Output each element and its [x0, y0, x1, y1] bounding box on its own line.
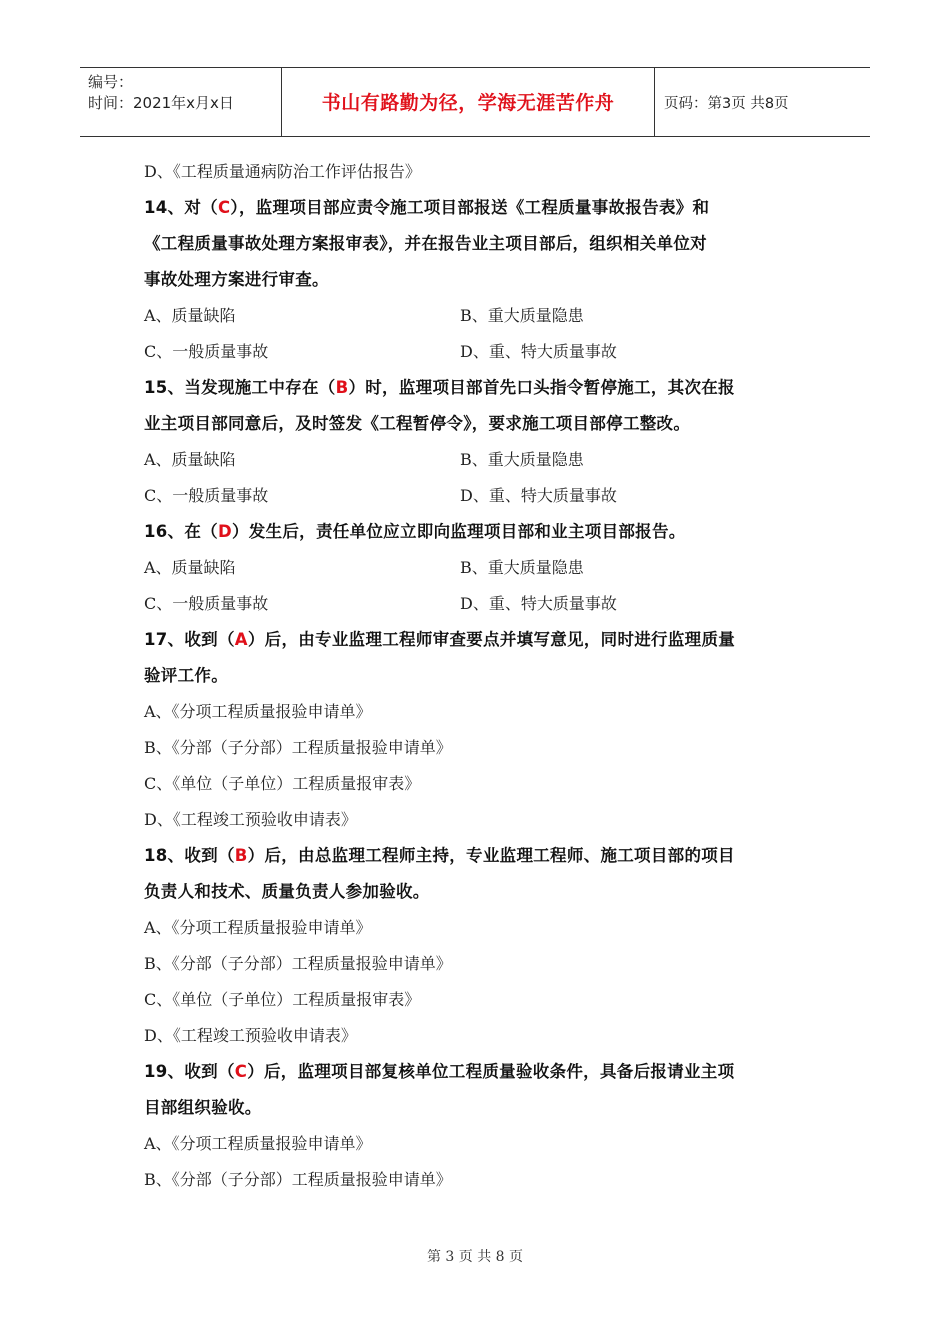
option-c: C、一般质量事故	[144, 594, 269, 613]
question-text-line: 验评工作。	[144, 666, 228, 685]
option-b: B、《分部（子分部）工程质量报验申请单》	[144, 738, 452, 757]
question-16: 16、在（D）发生后，责任单位应立即向监理项目部和业主项目部报告。	[144, 522, 686, 541]
option-row	[144, 550, 814, 586]
answer-mark: C	[234, 1062, 248, 1081]
question-text-line: 《工程质量事故处理方案报审表》，并在报告业主项目部后，组织相关单位对	[144, 234, 707, 253]
option-a: A、《分项工程质量报验申请单》	[144, 702, 372, 721]
question-15: 15、当发现施工中存在（B）时，监理项目部首先口头指令暂停施工，其次在报	[144, 378, 735, 397]
question-text-line: 负责人和技术、质量负责人参加验收。	[144, 882, 430, 901]
option-c: C、《单位（子单位）工程质量报审表》	[144, 990, 421, 1009]
answer-mark: B	[234, 846, 248, 865]
option-row	[144, 478, 814, 514]
option-row	[144, 334, 814, 370]
question-text-line: 业主项目部同意后，及时签发《工程暂停令》，要求施工项目部停工整改。	[144, 414, 691, 433]
option-d: D、重、特大质量事故	[460, 342, 617, 361]
question-17: 17、收到（A）后，由专业监理工程师审查要点并填写意见，同时进行监理质量	[144, 630, 736, 649]
answer-mark: B	[335, 378, 349, 397]
option-line: D、《工程质量通病防治工作评估报告》	[144, 162, 421, 181]
question-text-line: 目部组织验收。	[144, 1098, 262, 1117]
question-text-line: 事故处理方案进行审查。	[144, 270, 329, 289]
document-body	[144, 154, 814, 1198]
option-d: D、重、特大质量事故	[460, 594, 617, 613]
answer-mark: C	[217, 198, 231, 217]
option-b: B、《分部（子分部）工程质量报验申请单》	[144, 1170, 452, 1189]
header-page-number: 页码：第3页 共8页	[664, 96, 789, 112]
option-a: A、质量缺陷	[144, 558, 236, 577]
option-d: D、《工程竣工预验收申请表》	[144, 1026, 357, 1045]
question-19: 19、收到（C）后，监理项目部复核单位工程质量验收条件，具备后报请业主项	[144, 1062, 735, 1081]
option-c: C、一般质量事故	[144, 342, 269, 361]
date-line: 时间：2021年x月x日	[88, 94, 234, 112]
question-18: 18、收到（B）后，由总监理工程师主持，专业监理工程师、施工项目部的项目	[144, 846, 735, 865]
option-b: B、《分部（子分部）工程质量报验申请单》	[144, 954, 452, 973]
option-b: B、重大质量隐患	[460, 558, 584, 577]
option-a: A、质量缺陷	[144, 306, 236, 325]
option-b: B、重大质量隐患	[460, 306, 584, 325]
question-14: 14、对（C），监理项目部应责令施工项目部报送《工程质量事故报告表》和	[144, 198, 710, 217]
page-header	[80, 67, 870, 137]
option-row	[144, 442, 814, 478]
option-d: D、《工程竣工预验收申请表》	[144, 810, 357, 829]
option-a: A、《分项工程质量报验申请单》	[144, 918, 372, 937]
option-row	[144, 586, 814, 622]
option-a: A、《分项工程质量报验申请单》	[144, 1134, 372, 1153]
option-c: C、《单位（子单位）工程质量报审表》	[144, 774, 421, 793]
option-row	[144, 298, 814, 334]
answer-mark: A	[234, 630, 248, 649]
page-footer: 第 3 页 共 8 页	[426, 1249, 524, 1265]
header-motto: 书山有路勤为径，学海无涯苦作舟	[321, 92, 615, 114]
header-meta	[88, 72, 234, 114]
option-b: B、重大质量隐患	[460, 450, 584, 469]
number-label: 编号：	[88, 73, 134, 91]
option-d: D、重、特大质量事故	[460, 486, 617, 505]
option-a: A、质量缺陷	[144, 450, 236, 469]
option-c: C、一般质量事故	[144, 486, 269, 505]
answer-mark: D	[217, 522, 232, 541]
header-divider	[654, 68, 655, 136]
